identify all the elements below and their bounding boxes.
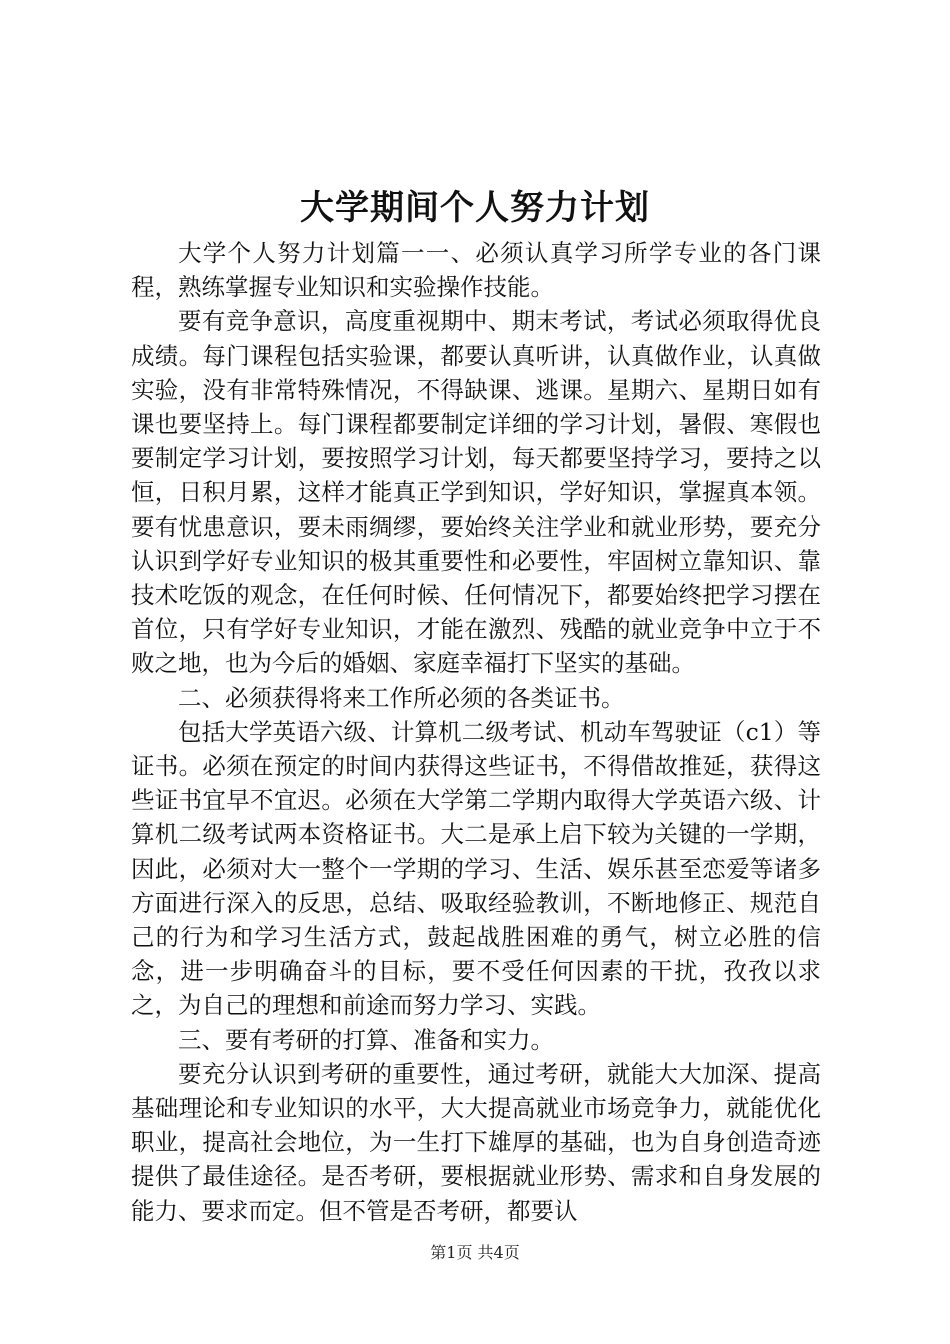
page-footer: 第1页 共4页	[430, 1243, 520, 1262]
section-heading: 二、必须获得将来工作所必须的各类证书。	[178, 683, 625, 712]
paragraph: 要充分认识到考研的重要性，通过考研，就能大大加深、提高基础理论和专业知识的水平，大大提高就业市场竞争力，就能优化职业，提高社会地位，为一生打下雄厚的基础，也为自身创造奇迹提供了最佳途径。是否考研，要根据就业形势、需求和自身发展的能力、要求而定。但不管是否考研，都要认	[131, 1059, 821, 1225]
section-heading: 三、要有考研的打算、准备和实力。	[178, 1025, 554, 1054]
paragraph: 大学个人努力计划篇一一、必须认真学习所学专业的各门课程，熟练掌握专业知识和实验操作技能。	[131, 239, 821, 302]
document-body	[131, 236, 821, 1228]
page-title: 大学期间个人努力计划	[300, 188, 650, 228]
paragraph: 包括大学英语六级、计算机二级考试、机动车驾驶证（c1）等证书。必须在预定的时间内获得这些证书，不得借故推延，获得这些证书宜早不宜迟。必须在大学第二学期内取得大学英语六级、计算机二级考试两本资格证书。大二是承上启下较为关键的一学期，因此，必须对大一整个一学期的学习、生活、娱乐甚至恋爱等诸多方面进行深入的反思，总结、吸取经验教训，不断地修正、规范自己的行为和学习生活方式，鼓起战胜困难的勇气，树立必胜的信念，进一步明确奋斗的目标，要不受任何因素的干扰，孜孜以求之，为自己的理想和前途而努力学习、实践。	[131, 717, 821, 1020]
paragraph: 要有竞争意识，高度重视期中、期末考试，考试必须取得优良成绩。每门课程包括实验课，都要认真听讲，认真做作业，认真做实验，没有非常特殊情况，不得缺课、逃课。星期六、星期日如有课也要坚持上。每门课程都要制定详细的学习计划，暑假、寒假也要制定学习计划，要按照学习计划，每天都要坚持学习，要持之以恒，日积月累，这样才能真正学到知识，学好知识，掌握真本领。要有忧患意识，要未雨绸缪，要始终关注学业和就业形势，要充分认识到学好专业知识的极其重要性和必要性，牢固树立靠知识、靠技术吃饭的观念，在任何时候、任何情况下，都要始终把学习摆在首位，只有学好专业知识，才能在激烈、残酷的就业竞争中立于不败之地，也为今后的婚姻、家庭幸福打下坚实的基础。	[131, 307, 821, 678]
